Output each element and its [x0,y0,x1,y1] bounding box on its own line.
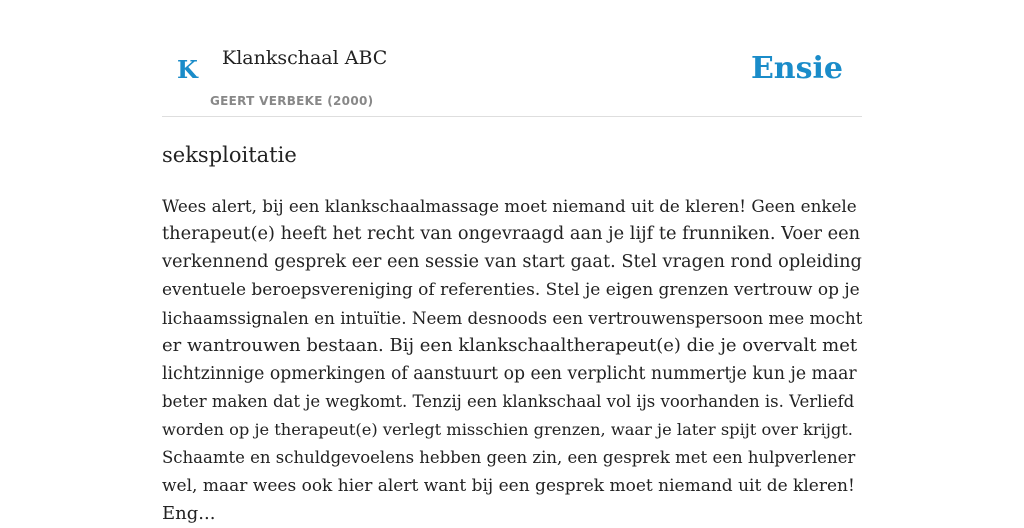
definition-line: beter maken dat je wegkomt. Tenzij een klankschaal vol ijs voorhanden is. Verliefd [162,392,855,411]
entry-header [162,0,862,117]
entry-term: seksploitatie [162,143,297,167]
definition-line: verkennend gesprek eer een sessie van start gaat. Stel vragen rond opleiding [162,252,862,272]
dictionary-title-link[interactable]: Klankschaal ABC [222,47,388,69]
definition-line: lichtzinnige opmerkingen of aanstuurt op een verplicht nummertje kun je maar [162,364,857,384]
definition-line: eventuele beroepsvereniging of referenties. Stel je eigen grenzen vertrouw op je [162,280,860,300]
entry-definition [162,192,862,528]
definition-line: Wees alert, bij een klankschaalmassage moet niemand uit de kleren! Geen enkele [162,196,857,216]
definition-line: therapeut(e) heeft het recht van ongevraagd aan je lijf te frunniken. Voer een [162,224,861,244]
definition-line: wel, maar wees ook hier alert want bij een gesprek moet niemand uit de kleren! [162,476,855,496]
definition-line: worden op je therapeut(e) verlegt misschien grenzen, waar je later spijt over krijgt. [162,420,853,439]
ensie-logo[interactable]: Ensie [750,51,843,86]
dictionary-author: GEERT VERBEKE (2000) [210,94,374,108]
definition-line: lichaamssignalen en intuïtie. Neem desnoods een vertrouwenspersoon mee mocht [162,308,863,328]
definition-line: er wantrouwen bestaan. Bij een klankschaaltherapeut(e) die je overvalt met [162,335,858,356]
entry-card [162,0,863,524]
dictionary-logo-icon[interactable]: K [177,55,198,84]
definition-line: Eng... [162,503,216,524]
definition-line: Schaamte en schuldgevoelens hebben geen zin, een gesprek met een hulpverlener [162,448,856,467]
